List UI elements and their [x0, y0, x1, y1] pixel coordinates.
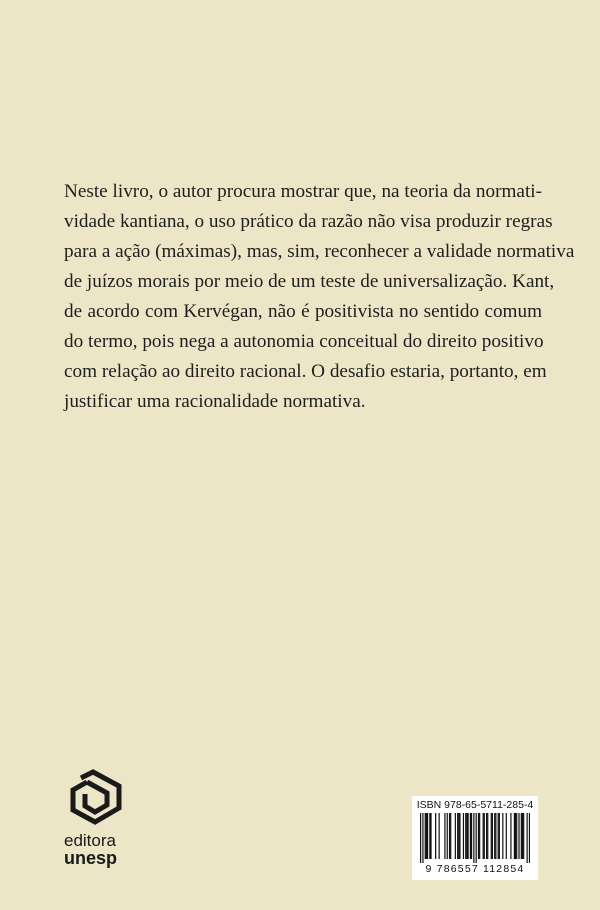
barcode-bar: [483, 813, 484, 859]
barcode-bar: [527, 813, 528, 863]
barcode-bar: [510, 813, 511, 859]
barcode-bar: [463, 813, 464, 859]
barcode-bar: [429, 813, 430, 859]
barcode-bar: [521, 813, 522, 859]
blurb-line: justificar uma racionalidade normativa.: [64, 391, 366, 412]
barcode-bar: [529, 813, 530, 863]
barcode-bar: [465, 813, 466, 859]
barcode-bar: [514, 813, 515, 859]
unesp-book-icon: [67, 768, 125, 828]
barcode-bar: [479, 813, 480, 859]
barcode-bar: [449, 813, 450, 859]
barcode-bar: [471, 813, 472, 859]
barcode-bar: [466, 813, 467, 859]
barcode-bar: [435, 813, 436, 859]
barcode-bar: [516, 813, 517, 859]
barcode-bar: [425, 813, 426, 859]
barcode-bar: [478, 813, 479, 859]
barcode-bar: [486, 813, 487, 859]
barcode-bar: [458, 813, 459, 859]
barcode-bar: [491, 813, 492, 859]
barcode-bars: [420, 813, 530, 863]
isbn-label: ISBN 978-65-5711-285-4: [416, 799, 534, 811]
publisher-logo: [55, 768, 135, 878]
barcode-bar: [450, 813, 451, 859]
barcode-bar: [502, 813, 503, 859]
barcode-bar: [518, 813, 519, 859]
blurb-line: vidade kantiana, o uso prático da razão não visa produzir regras: [64, 211, 553, 232]
barcode-bar: [484, 813, 485, 859]
barcode-bar: [444, 813, 445, 859]
blurb-line: para a ação (máximas), mas, sim, reconhecer a validade normativa: [64, 241, 575, 262]
barcode-bar: [430, 813, 431, 859]
publisher-name: editora: [64, 831, 116, 850]
barcode-bar: [470, 813, 471, 859]
barcode-bar: [457, 813, 458, 859]
barcode-bar: [455, 813, 456, 859]
isbn-barcode: [412, 796, 538, 880]
blurb-line: Neste livro, o autor procura mostrar que, na teoria da normati-: [64, 181, 542, 202]
barcode-bar: [498, 813, 499, 859]
barcode-bar: [447, 813, 448, 859]
blurb-line: do termo, pois nega a autonomia conceitual do direito positivo: [64, 331, 544, 352]
blurb-line: com relação ao direito racional. O desafio estaria, portanto, em: [64, 361, 547, 382]
barcode-bar: [523, 813, 524, 859]
barcode-bar: [495, 813, 496, 859]
barcode-bar: [439, 813, 440, 859]
barcode-bar: [427, 813, 428, 859]
back-cover-blurb: [64, 177, 575, 417]
barcode-bar: [499, 813, 500, 859]
barcode-bar: [426, 813, 427, 859]
barcode-bar: [515, 813, 516, 859]
publisher-brand: unesp: [64, 848, 118, 868]
barcode-bar: [522, 813, 523, 859]
barcode-bar: [459, 813, 460, 859]
barcode-bar: [473, 813, 474, 863]
barcode-bar: [422, 813, 423, 863]
ean-digits: 9 786557 112854: [425, 863, 525, 875]
barcode-bar: [492, 813, 493, 859]
blurb-line: de acordo com Kervégan, não é positivista no sentido comum: [64, 301, 542, 322]
blurb-line: de juízos morais por meio de um teste de universalização. Kant,: [64, 271, 555, 292]
barcode-bar: [420, 813, 421, 863]
barcode-bar: [476, 813, 477, 863]
barcode-bar: [506, 813, 507, 859]
barcode-bar: [487, 813, 488, 859]
barcode-bar: [467, 813, 468, 859]
barcode-bar: [494, 813, 495, 859]
